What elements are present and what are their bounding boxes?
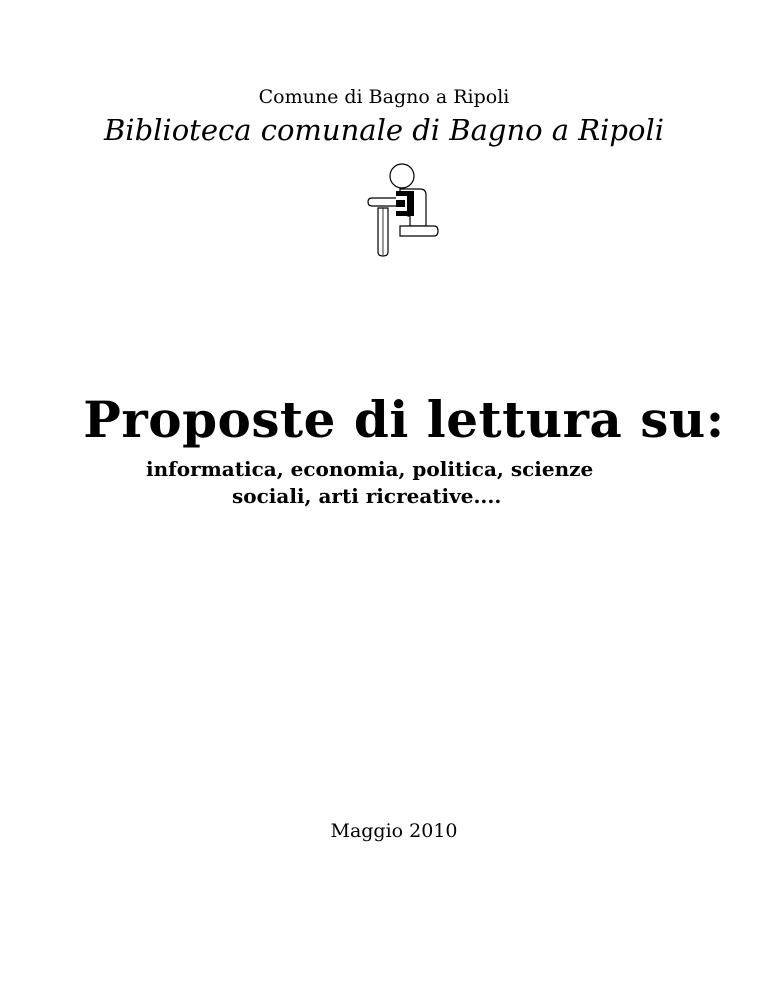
subtitle-line-2: sociali, arti ricreative.... [232,484,502,508]
organization-name: Comune di Bagno a Ripoli [258,86,510,108]
document-title: Proposte di lettura su: [83,390,725,449]
document-subtitle [140,456,680,510]
publication-date: Maggio 2010 [330,820,458,842]
subtitle-line-1: informatica, economia, politica, scienze [146,457,594,481]
library-name: Biblioteca comunale di Bagno a Ripoli [104,113,664,147]
reader-with-book-icon [360,160,440,260]
